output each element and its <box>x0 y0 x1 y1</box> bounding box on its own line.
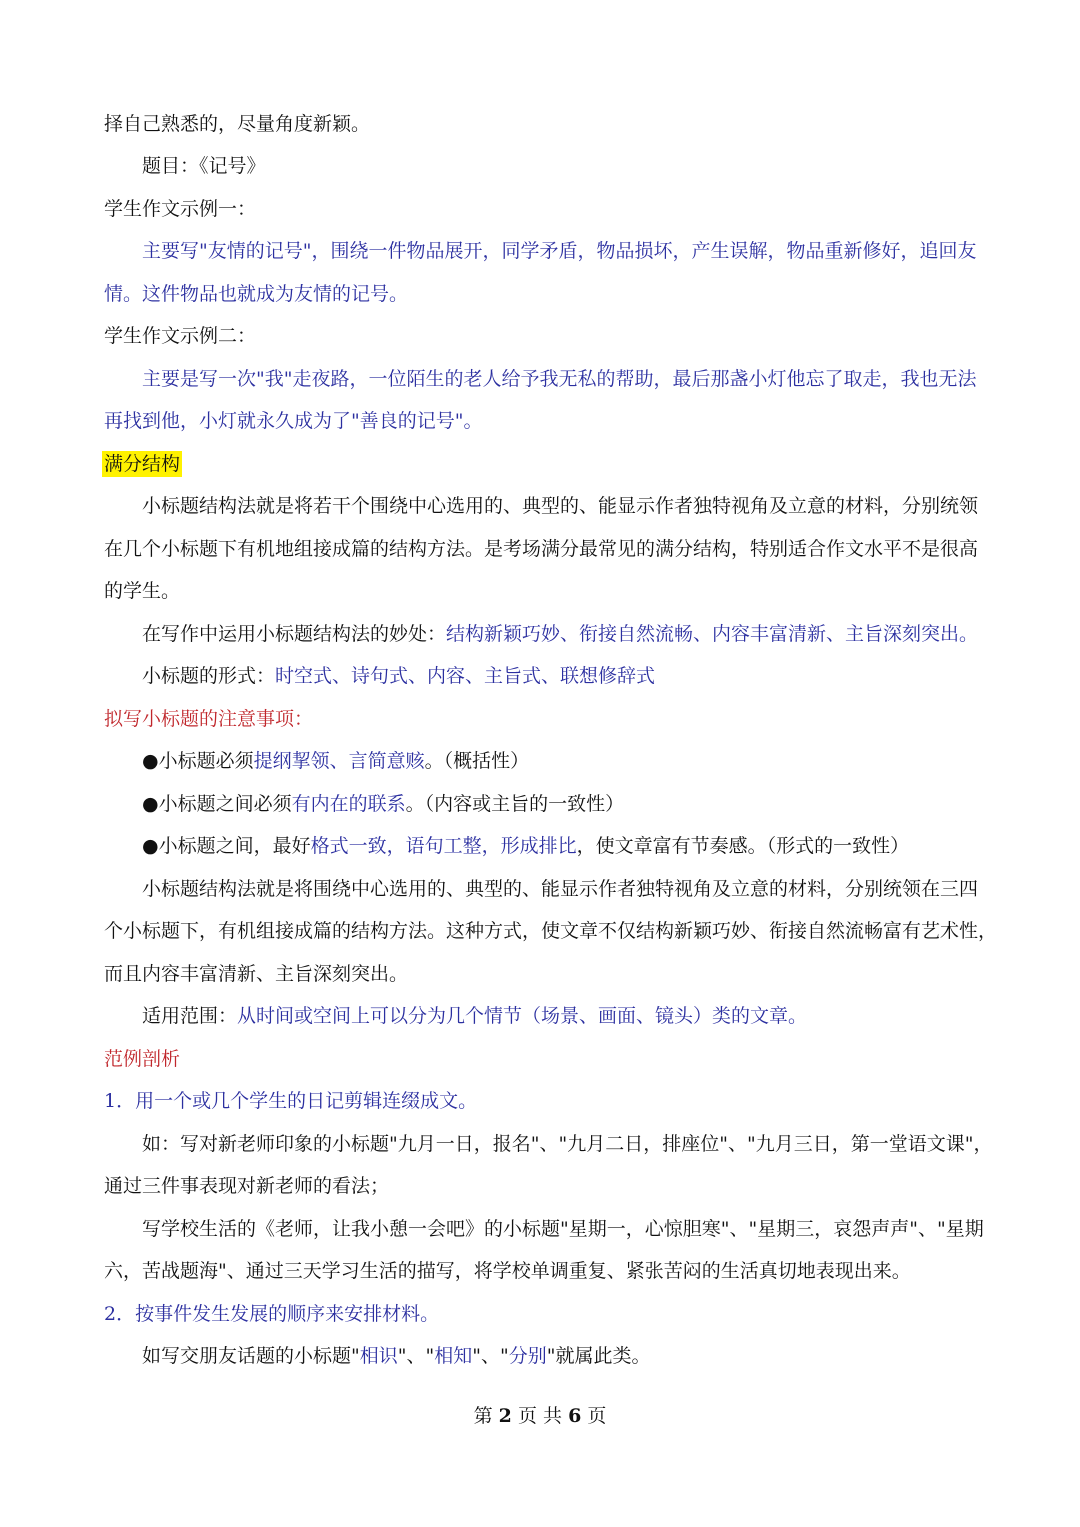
bullet-item <box>0 790 1080 818</box>
paragraph-line: 而且内容丰富清新、主旨深刻突出。 <box>104 963 409 985</box>
text-span: 如写交朋友话题的小标题" <box>142 1345 360 1367</box>
advantages-line <box>0 620 1080 648</box>
example-one-heading: 学生作文示例一： <box>104 198 257 220</box>
forms-text: 时空式、诗句式、内容、主旨式、联想修辞式 <box>275 665 656 687</box>
bullet-emphasis: 格式一致，语句工整，形成排比 <box>310 835 577 857</box>
example-two-line-1: 主要是写一次"我"走夜路，一位陌生的老人给予我无私的帮助，最后那盏小灯他忘了取走，我也无法 <box>142 368 977 390</box>
forms-line <box>0 662 1080 690</box>
paragraph-line: 在几个小标题下有机地组接成篇的结构方法。是考场满分最常见的满分结构，特别适合作文水平不是很高 <box>104 538 979 560</box>
page-number: 2 <box>498 1405 512 1427</box>
paragraph-line: 择自己熟悉的，尽量角度新颖。 <box>104 113 371 135</box>
text-span: "、" <box>472 1345 509 1367</box>
subtitle-example: 相知 <box>434 1345 473 1367</box>
page-footer <box>0 1402 1080 1430</box>
example-two-line-2: 再找到他，小灯就永久成为了"善良的记号"。 <box>104 410 483 432</box>
paragraph-line: 如：写对新老师印象的小标题"九月一日，报名"、"九月二日，排座位"、"九月三日，第一堂语文课"， <box>142 1133 993 1155</box>
paragraph-line: 写学校生活的《老师，让我小憩一会吧》的小标题"星期一，心惊胆寒"、"星期三，哀怨声声"、"星期 <box>142 1218 984 1240</box>
example-analysis-heading: 范例剖析 <box>104 1048 181 1070</box>
bullet-note: ，使文章富有节奏感。（形式的一致性） <box>576 835 910 857</box>
numbered-item-2: 2．按事件发生发展的顺序来安排材料。 <box>104 1303 440 1325</box>
bullet-note: 。（概括性） <box>424 750 530 772</box>
paragraph-line: 的学生。 <box>104 580 181 602</box>
bullet-emphasis: 有内在的联系 <box>291 793 406 815</box>
bullet-text: ●小标题必须 <box>142 750 254 772</box>
scope-label: 适用范围： <box>142 1005 238 1027</box>
example-two-heading: 学生作文示例二： <box>104 325 257 347</box>
paragraph-line: 小标题结构法就是将若干个围绕中心选用的、典型的、能显示作者独特视角及立意的材料，分别统领 <box>142 495 979 517</box>
footer-word: 页 <box>517 1405 537 1427</box>
footer-word: 页 <box>587 1405 607 1427</box>
subtitle-example: 相识 <box>359 1345 398 1367</box>
footer-word: 第 <box>473 1405 493 1427</box>
highlighted-heading-text: 满分结构 <box>104 453 181 475</box>
paragraph-line: 通过三件事表现对新老师的看法； <box>104 1175 390 1197</box>
subtitle-example: 分别 <box>508 1345 547 1367</box>
essay-title-line: 题目：《记号》 <box>142 155 266 177</box>
notes-heading: 拟写小标题的注意事项： <box>104 708 314 730</box>
scope-text: 从时间或空间上可以分为几个情节（场景、画面、镜头）类的文章。 <box>237 1005 808 1027</box>
example-one-line-1: 主要写"友情的记号"，围绕一件物品展开，同学矛盾，物品损坏，产生误解，物品重新修好，追回友 <box>142 240 977 262</box>
paragraph-line: 小标题结构法就是将围绕中心选用的、典型的、能显示作者独特视角及立意的材料，分别统领在三四 <box>142 878 979 900</box>
total-pages: 6 <box>568 1405 582 1427</box>
scope-line <box>0 1002 1080 1030</box>
example-one-line-2: 情。这件物品也就成为友情的记号。 <box>104 283 409 305</box>
text-span: "就属此类。 <box>546 1345 651 1367</box>
text-span: "、" <box>397 1345 435 1367</box>
bullet-item <box>0 747 1080 775</box>
bullet-text: ●小标题之间，最好 <box>142 835 311 857</box>
section-heading-full-score-structure <box>0 450 1080 478</box>
advantages-text: 结构新颖巧妙、衔接自然流畅、内容丰富清新、主旨深刻突出。 <box>446 623 979 645</box>
bullet-emphasis: 提纲挈领、言简意赅 <box>253 750 425 772</box>
paragraph-line <box>0 1342 1080 1370</box>
bullet-note: 。（内容或主旨的一致性） <box>405 793 625 815</box>
forms-label: 小标题的形式： <box>142 665 276 687</box>
numbered-item-1: 1．用一个或几个学生的日记剪辑连缀成文。 <box>104 1090 478 1112</box>
bullet-item <box>0 832 1080 860</box>
paragraph-line: 个小标题下，有机组接成篇的结构方法。这种方式，使文章不仅结构新颖巧妙、衔接自然流畅富有艺术性， <box>104 920 998 942</box>
advantages-label: 在写作中运用小标题结构法的妙处： <box>142 623 447 645</box>
paragraph-line: 六，苦战题海"、通过三天学习生活的描写，将学校单调重复、紧张苦闷的生活真切地表现出来。 <box>104 1260 911 1282</box>
bullet-text: ●小标题之间必须 <box>142 793 292 815</box>
footer-word: 共 <box>543 1405 563 1427</box>
